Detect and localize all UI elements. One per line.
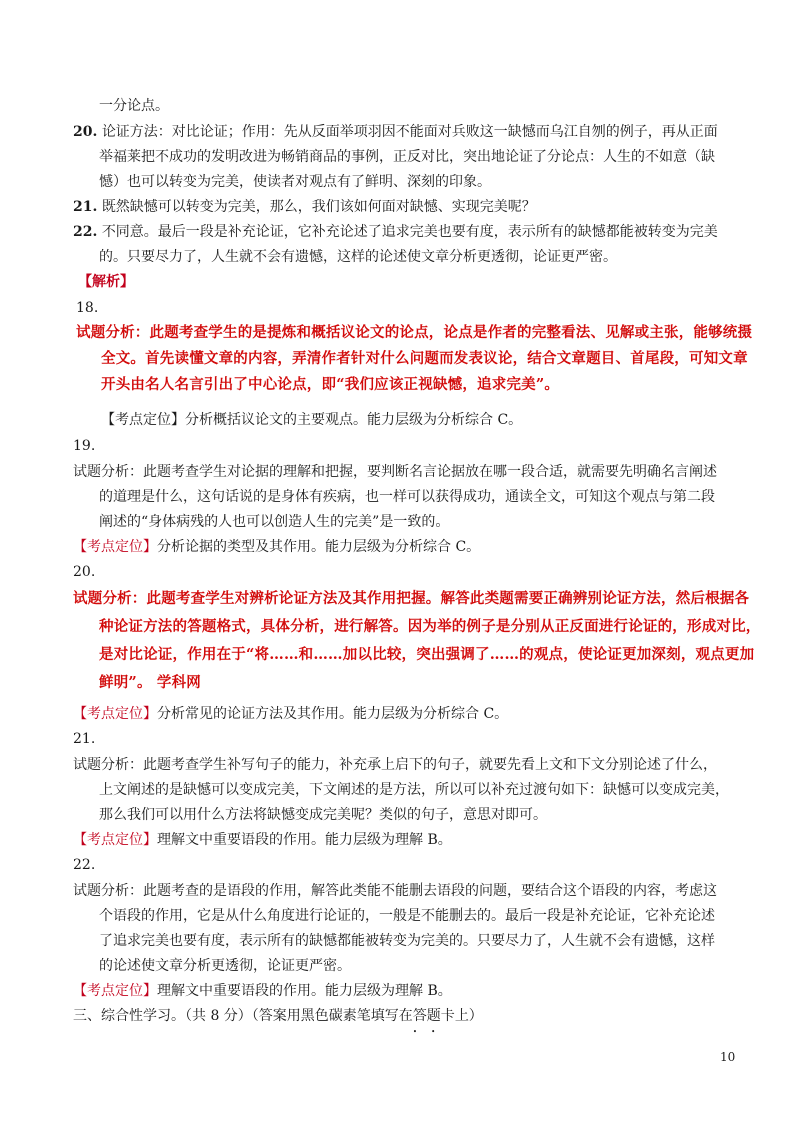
question-number: 22. [73, 224, 98, 240]
key-point [73, 704, 508, 724]
section-number: 18. [76, 300, 99, 316]
section-title-text: 三、综合性学习。（共 8 分）（答案用黑色碳素笔填写在 [73, 1008, 413, 1024]
analysis-line: 上文阐述的是缺憾可以变成完美，下文阐述的是方法，所以可以补充过渡句如下：缺憾可以变成完美， [99, 782, 729, 798]
answer-21 [73, 197, 536, 217]
key-point [73, 981, 452, 1001]
page-number: 10 [720, 1050, 736, 1064]
analysis-line: 了追求完美也要有度，表示所有的缺憾都能被转变为完美的。只要尽力了，人生就不会有遗憾，这样 [99, 933, 715, 949]
analysis-line: 个语段的作用，它是从什么角度进行论证的，一般是不能删去的。最后一段是补充论证，它补充论述 [99, 908, 715, 924]
key-point-tag: 【考点定位】 [73, 706, 157, 722]
section-number: 22. [73, 857, 96, 873]
analysis-line: 那么我们可以用什么方法将缺憾变成完美呢？类似的句子，意思对即可。 [99, 807, 547, 823]
key-point-tag: 【考点定位】 [73, 832, 157, 848]
answer-text: 论证方法：对比论证；作用：先从反面举项羽因不能面对兵败这一缺憾而乌江自刎的例子，再从正面 [101, 124, 718, 140]
answer-text: 既然缺憾可以转变为完美，那么，我们该如何面对缺憾、实现完美呢？ [101, 199, 536, 215]
key-point-tag: 【考点定位】 [73, 539, 157, 555]
key-point-text: 理解文中重要语段的作用。能力层级为理解 B。 [157, 832, 452, 848]
answer-line: 举福莱把不成功的发明改进为畅销商品的事例，正反对比，突出地论证了分论点：人生的不如意（缺 [99, 149, 715, 165]
answer-20 [73, 122, 718, 142]
section-title [73, 1006, 483, 1026]
analysis-line: 阐述的“身体病残的人也可以创造人生的完美”是一致的。 [99, 514, 450, 530]
analysis-heading: 【解析】 [78, 274, 134, 290]
answer-line: 憾）也可以转变为完美，使读者对观点有了鲜明、深刻的印象。 [99, 174, 491, 190]
question-number: 21. [73, 199, 98, 215]
key-point-tag: 【考点定位】 [73, 983, 157, 999]
analysis-line: 试题分析：此题考查学生对辨析论证方法及其作用把握。解答此类题需要正确辨别论证方法，然后根据各 [73, 590, 750, 607]
section-number: 21. [73, 731, 96, 747]
analysis-line: 的论述使文章分析更透彻，论证更严密。 [99, 958, 351, 974]
answer-text: 不同意。最后一段是补充论证，它补充论述了追求完美也要有度，表示所有的缺憾都能被转变为完美 [101, 224, 718, 240]
key-point: 【考点定位】分析概括议论文的主要观点。能力层级为分析综合 C。 [101, 412, 523, 428]
answer-line: 的。只要尽力了，人生就不会有遗憾，这样的论述使文章分析更透彻，论证更严密。 [99, 249, 617, 265]
key-point [73, 537, 480, 557]
answer-22 [73, 222, 718, 242]
analysis-line: 试题分析：此题考查的是语段的作用，解答此类能不能删去语段的问题，要结合这个语段的内容，考虑这 [73, 883, 717, 899]
key-point [73, 830, 452, 850]
question-number: 20. [73, 124, 98, 140]
section-number: 19. [73, 438, 96, 454]
analysis-line: 是对比论证，作用在于“将……和……加以比较，突出强调了……的观点，使论证更加深刻，观点更加 [99, 646, 755, 663]
analysis-line: 的道理是什么，这句话说的是身体有疾病，也一样可以获得成功，通读全文，可知这个观点与第二段 [99, 489, 715, 505]
analysis-line: 鲜明”。 学科网 [99, 674, 201, 691]
key-point-text: 理解文中重要语段的作用。能力层级为理解 B。 [157, 983, 452, 999]
answer-line: 一分论点。 [99, 98, 169, 114]
key-point-text: 分析常见的论证方法及其作用。能力层级为分析综合 C。 [157, 706, 509, 722]
analysis-line: 种论证方法的答题格式，具体分析，进行解答。因为举的例子是分别从正反面进行论证的，形成对比， [99, 618, 761, 635]
analysis-line: 试题分析：此题考查学生对论据的理解和把握，要判断名言论据放在哪一段合适，就需要先明确名言阐述 [73, 464, 717, 480]
key-point-text: 分析论据的类型及其作用。能力层级为分析综合 C。 [157, 539, 481, 555]
section-title-text: 上） [454, 1008, 483, 1024]
section-number: 20. [73, 564, 96, 580]
emphasized-text: 答题卡 • • [413, 1008, 455, 1024]
analysis-line: 试题分析：此题考查学生的是提炼和概括议论文的论点，论点是作者的完整看法、见解或主张，能够统摄 [76, 324, 753, 341]
analysis-line: 开头由名人名言引出了中心论点，即“我们应该正视缺憾，追求完美”。 [101, 376, 560, 393]
analysis-line: 试题分析：此题考查学生补写句子的能力，补充承上启下的句子，就要先看上文和下文分别论述了什么， [73, 757, 717, 773]
analysis-line: 全文。首先读懂文章的内容，弄清作者针对什么问题而发表议论，结合文章题目、首尾段，可知文章 [101, 350, 748, 367]
